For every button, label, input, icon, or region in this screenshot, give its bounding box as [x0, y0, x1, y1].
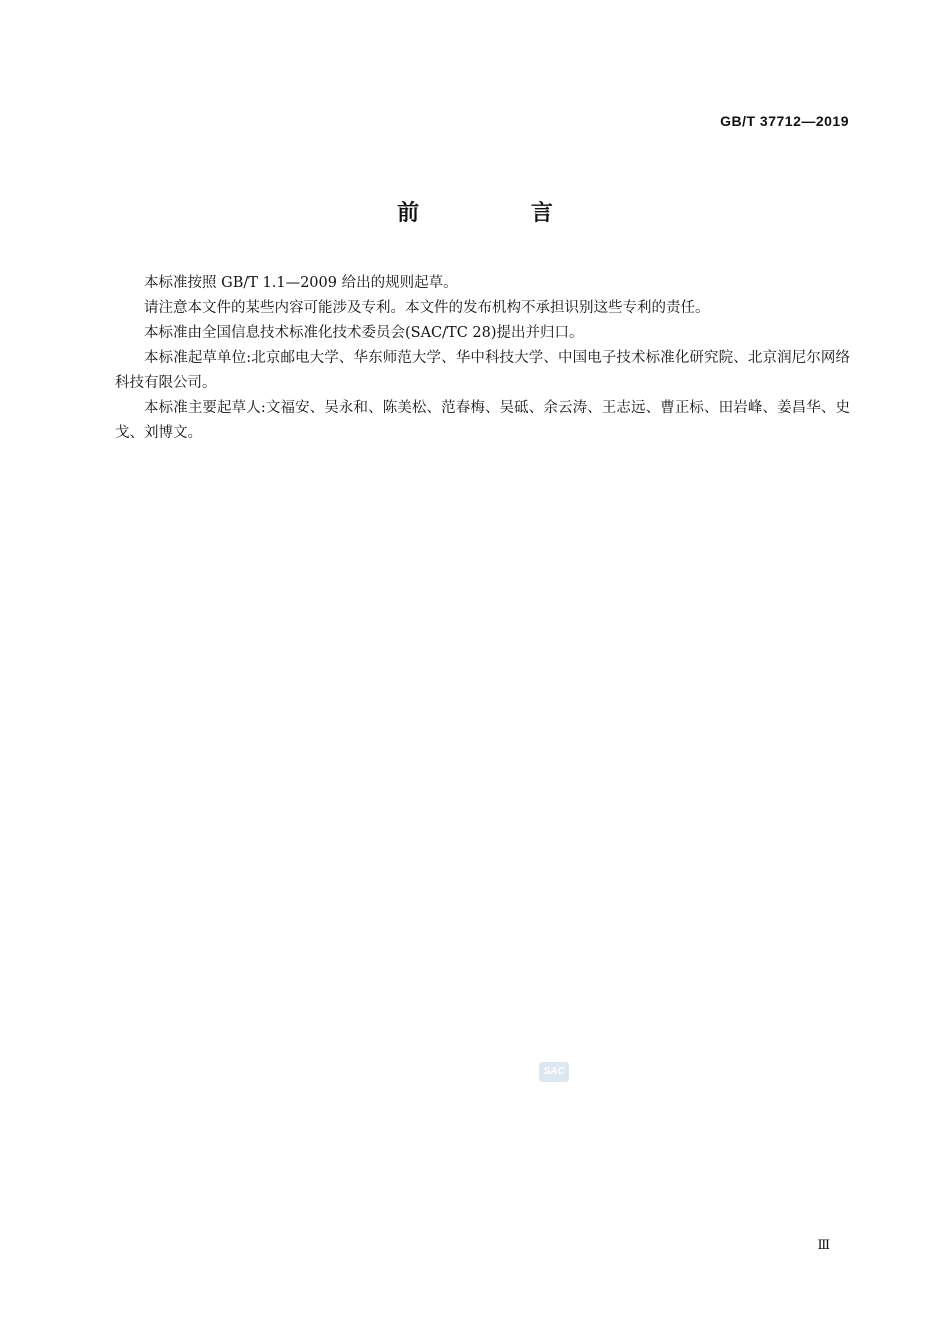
standard-number: GB/T 37712—2019 [720, 113, 849, 129]
paragraph-drafting-units: 本标准起草单位:北京邮电大学、华东师范大学、华中科技大学、中国电子技术标准化研究院、北京润尼尔网络科技有限公司。 [115, 350, 850, 391]
paragraph-proposer: 本标准由全国信息技术标准化技术委员会(SAC/TC 28)提出并归口。 [144, 325, 584, 341]
paragraph-drafters: 本标准主要起草人:文福安、吴永和、陈美松、范春梅、吴砥、余云涛、王志远、曹正标、田岩峰、姜昌华、史戈、刘博文。 [115, 400, 850, 441]
page-title: 前 言 [397, 201, 605, 226]
page-number: Ⅲ [817, 1237, 830, 1252]
document-body [115, 271, 850, 446]
paragraph-patent-notice: 请注意本文件的某些内容可能涉及专利。本文件的发布机构不承担识别这些专利的责任。 [144, 300, 710, 316]
sac-watermark-logo: SAC [539, 1062, 569, 1082]
paragraph-drafting-rules: 本标准按照 GB/T 1.1—2009 给出的规则起草。 [144, 275, 458, 291]
